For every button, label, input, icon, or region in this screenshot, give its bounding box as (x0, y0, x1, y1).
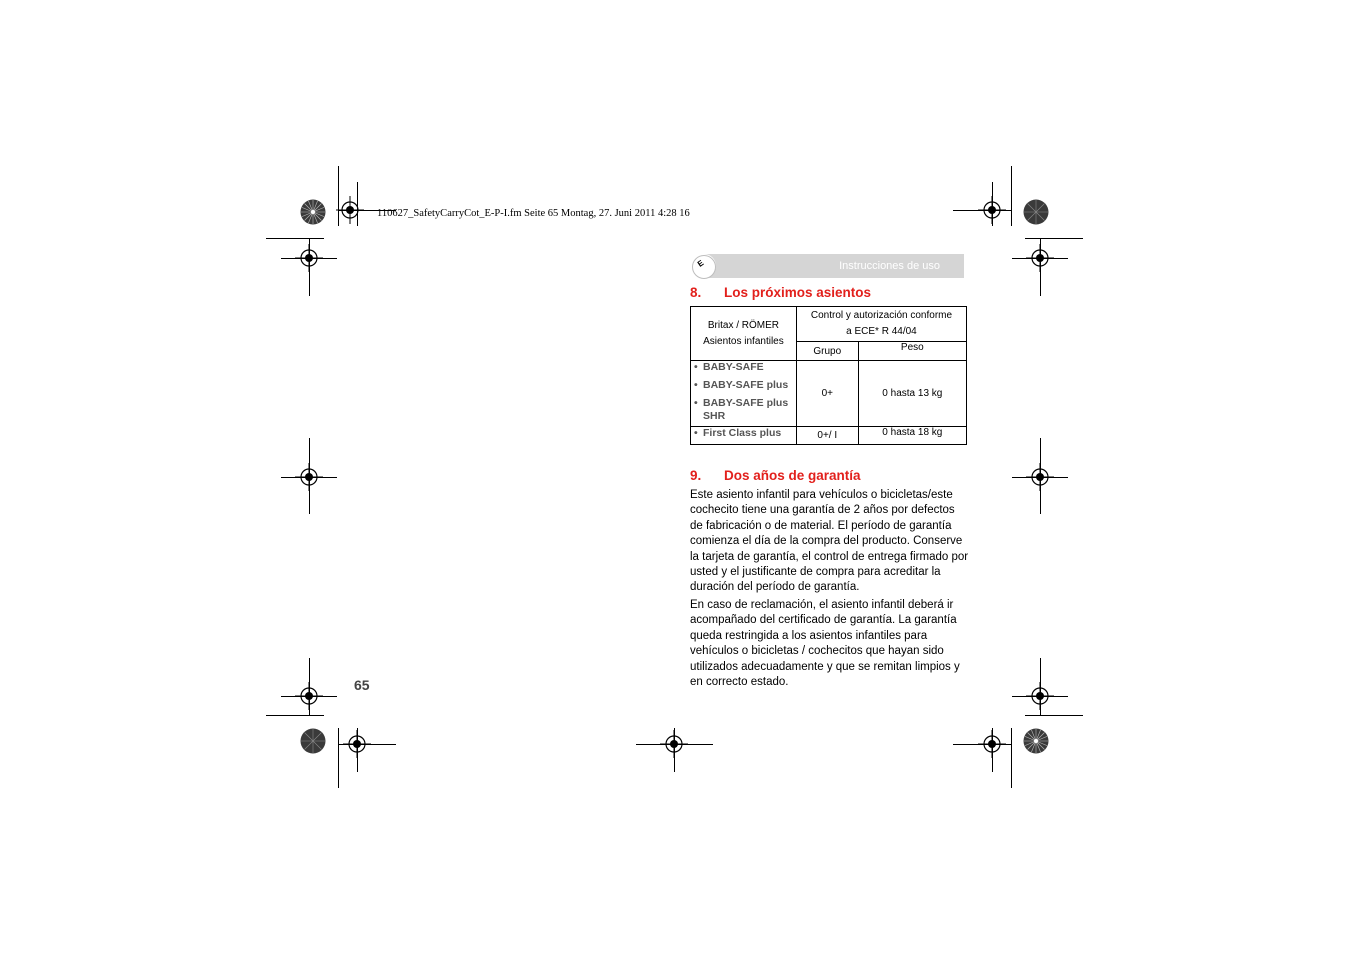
crop-mark (674, 728, 675, 772)
group-cell: 0+/ I (796, 427, 858, 445)
crop-mark (953, 744, 1011, 745)
compatibility-table (690, 306, 967, 445)
section-number: 8. (690, 285, 702, 300)
table-header-row (691, 307, 967, 342)
weight-cell: 0 hasta 13 kg (858, 361, 966, 427)
control-header-cell (796, 307, 966, 342)
language-badge (692, 255, 716, 279)
crop-mark (281, 696, 337, 697)
crop-mark (1012, 696, 1068, 697)
header-title: Instrucciones de uso (839, 260, 940, 272)
crop-mark (953, 210, 1011, 211)
crop-mark (992, 728, 993, 772)
crop-mark (1012, 477, 1068, 478)
list-item: • BABY-SAFE plus SHR (694, 397, 789, 422)
section-number: 9. (690, 468, 702, 483)
weight-cell: 0 hasta 18 kg (858, 427, 966, 445)
crop-mark (992, 182, 993, 226)
brand-header-cell (691, 307, 797, 361)
brand-header-line2: Asientos infantiles (703, 335, 784, 347)
crop-mark (338, 728, 339, 788)
crop-mark (1025, 715, 1083, 716)
file-info-line: 110627_SafetyCarryCot_E-P-I.fm Seite 65 Montag, 27. Juni 2011 4:28 16 (377, 208, 690, 219)
table-row (691, 427, 967, 445)
crop-mark (338, 744, 396, 745)
table-row (691, 361, 967, 427)
list-item: • First Class plus (694, 427, 782, 439)
starburst-target-icon (300, 199, 326, 225)
starburst-target-icon (300, 728, 326, 754)
weight-header-cell: Peso (858, 342, 966, 361)
starburst-target-icon (1023, 199, 1049, 225)
group-header-cell: Grupo (796, 342, 858, 361)
crop-mark (357, 728, 358, 772)
crop-mark (266, 238, 324, 239)
section-8-heading (690, 285, 871, 300)
warranty-paragraph-2: En caso de reclamación, el asiento infantil deberá ir acompañado del certificado de garantía. La garantía queda restringida a los asientos infantiles para vehículos o bicicletas / cochecitos que hayan sido utilizados adecuadamente y que se remitan limpios y en correcto estado. (690, 599, 960, 689)
seats-cell (691, 427, 797, 445)
list-item: • BABY-SAFE (694, 361, 764, 373)
brand-header-line1: Britax / RÖMER (707, 319, 780, 331)
crop-mark (1011, 166, 1012, 226)
control-header-line2: a ECE* R 44/04 (846, 326, 917, 337)
control-header-line1: Control y autorización conforme (810, 310, 953, 321)
group-cell: 0+ (796, 361, 858, 427)
section-9-heading (690, 468, 861, 483)
language-letter: E (695, 258, 706, 269)
seat-list (691, 361, 796, 423)
seats-cell (691, 361, 797, 427)
crop-mark (1011, 728, 1012, 788)
starburst-target-icon (1023, 728, 1049, 754)
list-item: • BABY-SAFE plus (694, 379, 789, 391)
crop-mark (1012, 258, 1068, 259)
crop-mark (1025, 238, 1083, 239)
crop-mark (281, 477, 337, 478)
page-number: 65 (354, 677, 370, 693)
crop-mark (357, 182, 358, 226)
crop-mark (266, 715, 324, 716)
crop-mark (281, 258, 337, 259)
seat-list (691, 427, 796, 440)
section-title: Dos años de garantía (724, 468, 861, 483)
section-title: Los próximos asientos (724, 285, 872, 300)
warranty-paragraph-1: Este asiento infantil para vehículos o bicicletas/este cochecito tiene una garantía de 2 años por defectos de fabricación o de material. El período de garantía comienza el día de la compra del producto. Conserve la tarjeta de garantía, el control de entrega firmado por usted y el justificante de compra para acreditar la duración del período de garantía. (690, 489, 969, 594)
